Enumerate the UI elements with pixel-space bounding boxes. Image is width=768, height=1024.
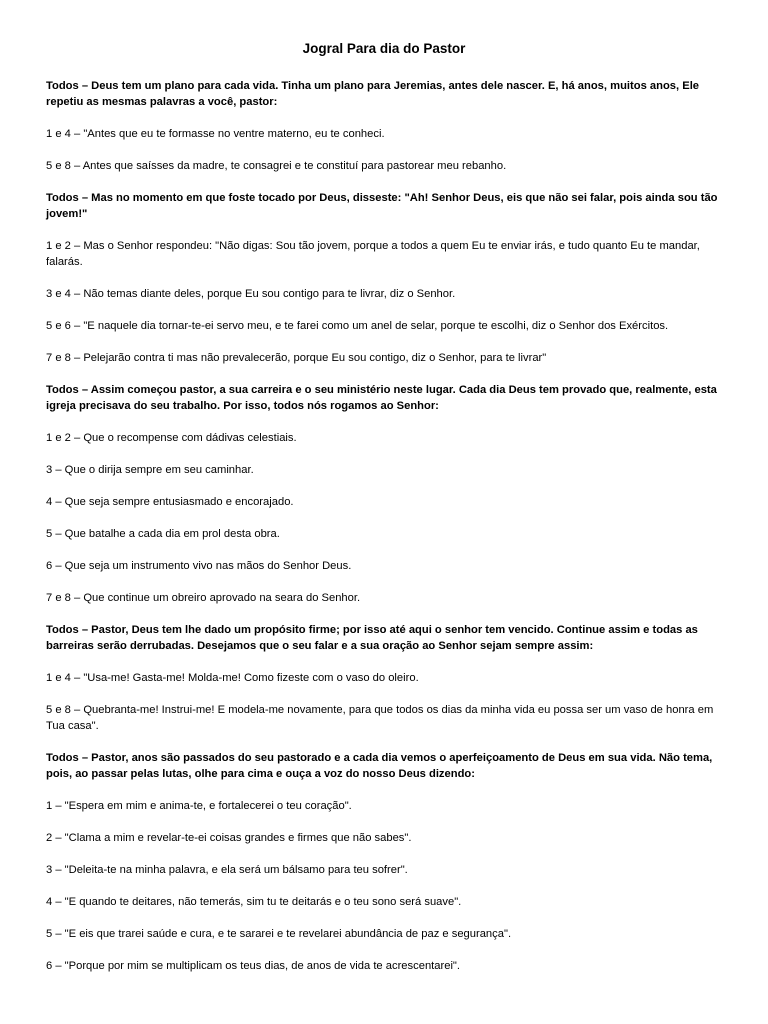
paragraph: 5 e 8 – Antes que saísses da madre, te consagrei e te constituí para pastorear meu rebanho. <box>46 160 507 172</box>
paragraph: 5 – "E eis que trarei saúde e cura, e te sararei e te revelarei abundância de paz e segurança". <box>46 928 512 940</box>
paragraph: 5 e 8 – Quebranta-me! Instrui-me! E modela-me novamente, para que todos os dias da minha vida eu possa ser um vaso de honra em Tua casa". <box>46 704 714 732</box>
paragraph: 3 – Que o dirija sempre em seu caminhar. <box>46 464 254 476</box>
paragraph: 7 e 8 – Que continue um obreiro aprovado na seara do Senhor. <box>46 592 361 604</box>
document-title: Jogral Para dia do Pastor <box>302 41 466 56</box>
paragraph: 1 – "Espera em mim e anima-te, e fortalecerei o teu coração". <box>46 800 352 812</box>
paragraph: 6 – "Porque por mim se multiplicam os teus dias, de anos de vida te acrescentarei". <box>46 960 461 972</box>
paragraph: 7 e 8 – Pelejarão contra ti mas não prevalecerão, porque Eu sou contigo, diz o Senhor, para te livrar" <box>46 352 547 364</box>
paragraph: 1 e 4 – "Usa-me! Gasta-me! Molda-me! Como fizeste com o vaso do oleiro. <box>46 672 419 684</box>
paragraph: 3 – "Deleita-te na minha palavra, e ela será um bálsamo para teu sofrer". <box>46 864 408 876</box>
paragraph: Todos – Mas no momento em que foste tocado por Deus, disseste: "Ah! Senhor Deus, eis que não sei falar, pois ainda sou tão jovem!" <box>46 192 718 220</box>
paragraph: 2 – "Clama a mim e revelar-te-ei coisas grandes e firmes que não sabes". <box>46 832 412 844</box>
document-body <box>46 78 722 974</box>
paragraph: Todos – Assim começou pastor, a sua carreira e o seu ministério neste lugar. Cada dia Deus tem provado que, realmente, esta igreja precisava do seu trabalho. Por isso, todos nós rogamos ao Senhor: <box>46 384 717 412</box>
paragraph: Todos – Pastor, anos são passados do seu pastorado e a cada dia vemos o aperfeiçoamento de Deus em sua vida. Não tema, pois, ao passar pelas lutas, olhe para cima e ouça a voz do nosso Deus dizendo: <box>46 752 713 780</box>
paragraph: 1 e 4 – "Antes que eu te formasse no ventre materno, eu te conheci. <box>46 128 385 140</box>
paragraph: 4 – Que seja sempre entusiasmado e encorajado. <box>46 496 294 508</box>
paragraph: 4 – "E quando te deitares, não temerás, sim tu te deitarás e o teu sono será suave". <box>46 896 462 908</box>
paragraph: 5 e 6 – "E naquele dia tornar-te-ei servo meu, e te farei como um anel de selar, porque te escolhi, diz o Senhor dos Exércitos. <box>46 320 669 332</box>
paragraph: 3 e 4 – Não temas diante deles, porque Eu sou contigo para te livrar, diz o Senhor. <box>46 288 456 300</box>
paragraph: Todos – Pastor, Deus tem lhe dado um propósito firme; por isso até aqui o senhor tem vencido. Continue assim e todas as barreiras serão derrubadas. Desejamos que o seu falar e a sua oração ao Senhor sejam sempre assim: <box>46 624 698 652</box>
paragraph: Todos – Deus tem um plano para cada vida. Tinha um plano para Jeremias, antes dele nascer. E, há anos, muitos anos, Ele repetiu as mesmas palavras a você, pastor: <box>46 80 700 108</box>
paragraph: 5 – Que batalhe a cada dia em prol desta obra. <box>46 528 280 540</box>
paragraph: 1 e 2 – Mas o Senhor respondeu: "Não digas: Sou tão jovem, porque a todos a quem Eu te enviar irás, e tudo quanto Eu te mandar, falarás. <box>46 240 700 268</box>
paragraph: 1 e 2 – Que o recompense com dádivas celestiais. <box>46 432 297 444</box>
paragraph: 6 – Que seja um instrumento vivo nas mãos do Senhor Deus. <box>46 560 352 572</box>
